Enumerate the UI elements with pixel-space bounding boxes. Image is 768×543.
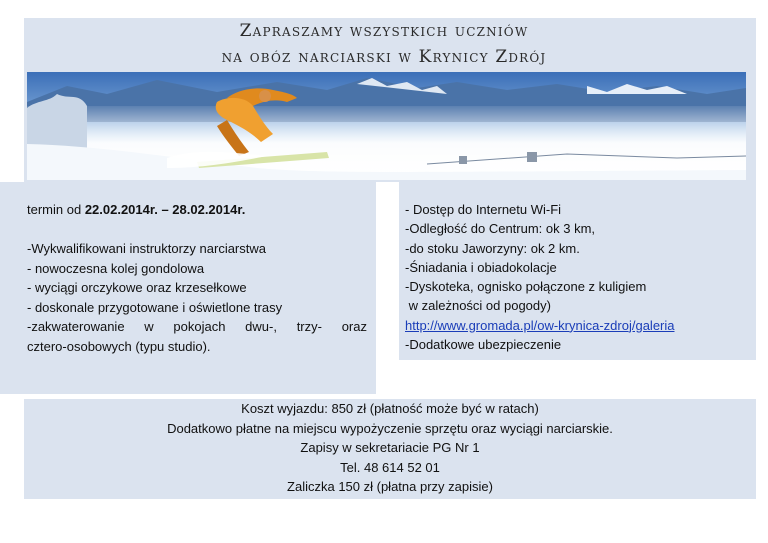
page-title bbox=[24, 18, 744, 70]
list-item-rooms-a: -zakwaterowanie w pokojach dwu-, trzy- oraz bbox=[27, 319, 367, 334]
signup-line: Zapisy w sekretariacie PG Nr 1 bbox=[300, 440, 480, 456]
gallery-link[interactable]: http://www.gromada.pl/ow-krynica-zdroj/galeria bbox=[405, 317, 675, 333]
list-item-slopes: - doskonale przygotowane i oświetlone trasy bbox=[27, 299, 283, 315]
term-line bbox=[27, 200, 367, 220]
list-item-center-distance: -Odległość do Centrum: ok 3 km, bbox=[405, 221, 596, 237]
list-item-slope-distance: -do stoku Jaworzyny: ok 2 km. bbox=[405, 240, 580, 256]
lift-station-2 bbox=[527, 152, 537, 162]
term-prefix: termin od bbox=[27, 202, 85, 217]
title-line-2: na obóz narciarski w Krynicy Zdrój bbox=[221, 47, 547, 67]
phone-line: Tel. 48 614 52 01 bbox=[340, 459, 440, 475]
cost-line: Koszt wyjazdu: 850 zł (płatność może być w ratach) bbox=[241, 401, 539, 416]
snowboard-banner-image bbox=[27, 72, 746, 180]
list-item-lifts: - wyciągi orczykowe oraz krzesełkowe bbox=[27, 280, 247, 295]
list-item-disco: -Dyskoteka, ognisko połączone z kuligiem bbox=[405, 279, 647, 295]
cost-info-block bbox=[24, 399, 756, 497]
title-line-1: Zapraszamy wszystkich uczniów bbox=[239, 21, 529, 41]
list-item-disco-weather: w zależności od pogody) bbox=[405, 298, 551, 314]
extra-costs-line: Dodatkowo płatne na miejscu wypożyczenie sprzętu oraz wyciągi narciarskie. bbox=[167, 420, 613, 436]
list-item-rooms-b: cztero-osobowych (typu studio). bbox=[27, 338, 211, 354]
list-item-gondola: - nowoczesna kolej gondolowa bbox=[27, 260, 205, 276]
list-item-insurance: -Dodatkowe ubezpieczenie bbox=[405, 337, 562, 353]
list-item-wifi: - Dostęp do Internetu Wi-Fi bbox=[405, 202, 562, 217]
list-item-meals: -Śniadania i obiadokolacje bbox=[405, 259, 557, 275]
lift-station bbox=[459, 156, 467, 164]
right-info-column bbox=[405, 200, 750, 354]
deposit-line: Zaliczka 150 zł (płatna przy zapisie) bbox=[287, 479, 493, 495]
banner-illustration bbox=[27, 72, 746, 180]
term-dates: 22.02.2014r. – 28.02.2014r. bbox=[84, 202, 246, 217]
left-info-column bbox=[27, 200, 367, 356]
list-item-instructors: -Wykwalifikowani instruktorzy narciarstwa bbox=[27, 241, 266, 256]
